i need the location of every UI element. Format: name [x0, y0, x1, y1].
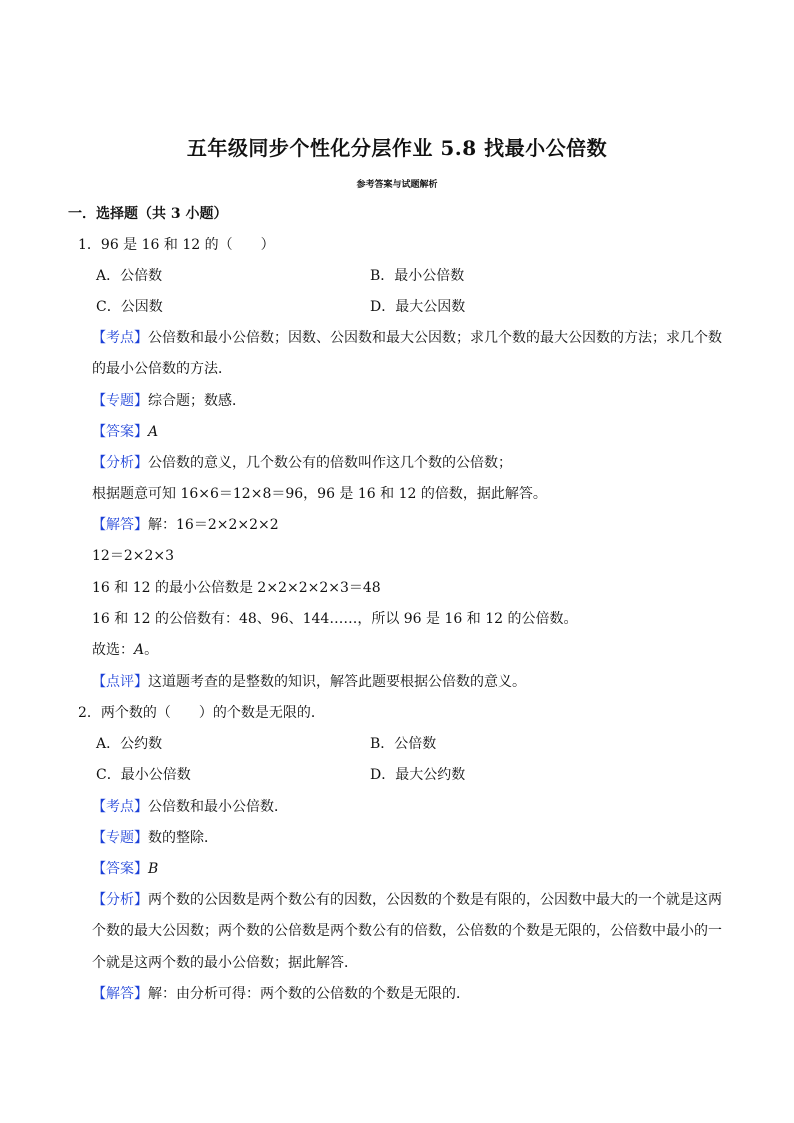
q1-dianping-tag: 【点评】: [92, 674, 148, 690]
page-title: 五年级同步个性化分层作业 5.8 找最小公倍数: [186, 136, 608, 160]
q1-zhuanti-text: 综合题；数感．: [148, 393, 246, 409]
q2-zhuanti-tag: 【专题】: [92, 830, 148, 846]
q2-zhuanti: [92, 828, 218, 848]
q1-jieda-line5: [92, 640, 158, 660]
q2-daan-text: B: [148, 861, 159, 877]
q1-jieda-line2: 12＝2×2×3: [92, 548, 174, 564]
q2-stem: 2．两个数的（ ）的个数是无限的．: [78, 705, 325, 721]
page-subtitle: 参考答案与试题解析: [356, 180, 438, 190]
q1-kaodian-tag: 【考点】: [92, 330, 148, 346]
q2-jieda: [92, 984, 470, 1004]
q1-jieda-line4: 16 和 12 的公倍数有：48、96、144……，所以 96 是 16 和 12 的公倍数。: [92, 611, 578, 627]
q1-kaodian-text: 公倍数和最小公倍数；因数、公因数和最大公因数；求几个数的最大公因数的方法；求几个数: [148, 330, 722, 346]
q1-fenxi: [92, 453, 512, 473]
q2-zhuanti-text: 数的整除．: [148, 830, 218, 846]
q2-option-b: B．公倍数: [370, 736, 437, 752]
q1-daan-tag: 【答案】: [92, 424, 148, 440]
q2-daan-tag: 【答案】: [92, 861, 148, 877]
q1-dianping-text: 这道题考查的是整数的知识，解答此题要根据公倍数的意义。: [148, 674, 526, 690]
q1-stem: 1．96 是 16 和 12 的（ ）: [78, 237, 275, 253]
q1-jieda-choose-label: 故选：: [92, 642, 134, 658]
q1-dianping: [92, 672, 526, 692]
q1-fenxi-text: 公倍数的意义，几个数公有的倍数叫作这几个数的公倍数；: [148, 455, 512, 471]
q2-fenxi-line2: 个数的最大公因数；两个数的公倍数是两个数公有的倍数，公倍数的个数是无限的，公倍数中最小的一: [92, 923, 722, 939]
q2-kaodian-text: 公倍数和最小公倍数．: [148, 799, 288, 815]
section-heading: 一．选择题（共 3 小题）: [68, 206, 228, 222]
q2-fenxi-line3: 个就是这两个数的最小公倍数；据此解答．: [92, 955, 358, 971]
q1-daan-text: A: [148, 424, 159, 440]
q2-option-c: C．最小公倍数: [96, 767, 191, 783]
q1-fenxi-tag: 【分析】: [92, 455, 148, 471]
q1-zhuanti-tag: 【专题】: [92, 393, 148, 409]
q2-fenxi-tag: 【分析】: [92, 892, 148, 908]
q1-jieda-choose-answer: A: [134, 642, 145, 658]
q1-option-d: D．最大公因数: [370, 299, 466, 315]
q1-option-b: B．最小公倍数: [370, 268, 465, 284]
q1-jieda-tag: 【解答】: [92, 517, 148, 533]
q1-jieda: [92, 515, 279, 535]
q2-fenxi-text: 两个数的公因数是两个数公有的因数，公因数的个数是有限的，公因数中最大的一个就是这两: [148, 892, 722, 908]
q2-kaodian: [92, 797, 288, 817]
q1-fenxi-cont: 根据题意可知 16×6＝12×8＝96，96 是 16 和 12 的倍数，据此解答。: [92, 486, 547, 502]
q2-option-a: A．公约数: [96, 736, 163, 752]
q1-option-c: C．公因数: [96, 299, 163, 315]
q1-zhuanti: [92, 391, 246, 411]
q2-jieda-tag: 【解答】: [92, 986, 148, 1002]
q1-kaodian-cont: 的最小公倍数的方法．: [92, 361, 232, 377]
q1-jieda-line3: 16 和 12 的最小公倍数是 2×2×2×2×3＝48: [92, 580, 381, 596]
q2-option-d: D．最大公约数: [370, 767, 466, 783]
q1-kaodian: [92, 328, 722, 348]
q1-jieda-choose-end: 。: [144, 642, 159, 658]
q2-daan: [92, 859, 158, 879]
q2-fenxi: [92, 890, 722, 910]
q1-option-a: A．公倍数: [96, 268, 163, 284]
q1-jieda-text: 解：16＝2×2×2×2: [148, 517, 279, 533]
q2-jieda-text: 解：由分析可得：两个数的公倍数的个数是无限的．: [148, 986, 470, 1002]
q1-daan: [92, 422, 158, 442]
q2-kaodian-tag: 【考点】: [92, 799, 148, 815]
